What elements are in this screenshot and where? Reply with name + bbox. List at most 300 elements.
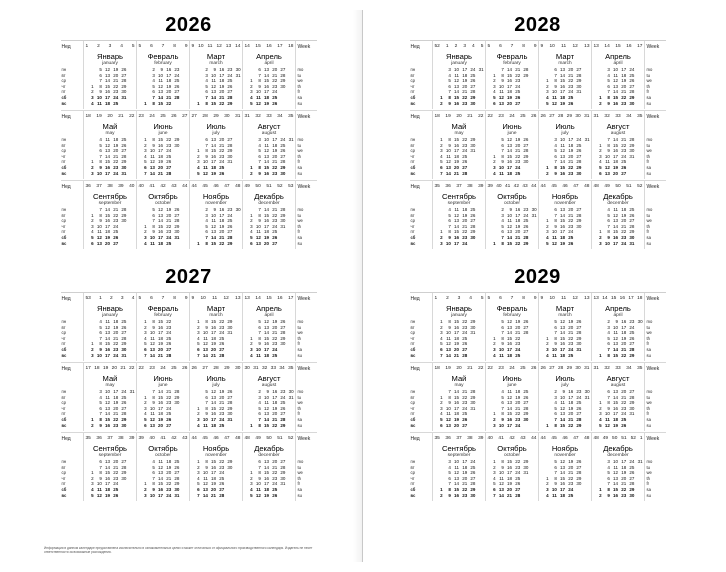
weekday-en: tu <box>297 464 301 470</box>
day-cell: 19 <box>105 234 111 240</box>
weekday-ru: пт <box>410 229 415 235</box>
day-cell: 30 <box>629 234 635 240</box>
day-cell: 9 <box>607 148 610 154</box>
week-numbers <box>84 44 137 51</box>
month-name-en: february <box>503 312 521 318</box>
week-numbers <box>539 436 592 443</box>
days-grid <box>245 389 295 428</box>
day-cell: 23 <box>280 389 286 394</box>
day-cell: 25 <box>470 464 476 470</box>
day-cell: 9 <box>501 78 504 84</box>
day-cell: 4 <box>197 164 200 170</box>
week-number: 35 <box>637 366 643 371</box>
day-cell: 15 <box>264 422 270 428</box>
day-cell: 16 <box>158 486 164 492</box>
day-cell: 14 <box>105 78 111 84</box>
day-cell: 11 <box>150 153 155 159</box>
day-cell: 28 <box>227 142 233 148</box>
day-cell: 18 <box>264 94 270 100</box>
day-cell: 6 <box>144 164 147 170</box>
day-cell: 16 <box>613 100 619 106</box>
month-name-en: december <box>258 200 280 206</box>
day-cell: 19 <box>568 405 574 411</box>
month-july <box>189 363 242 431</box>
week-number: 22 <box>487 366 493 371</box>
week-number: 22 <box>138 366 144 371</box>
month-august <box>591 111 644 179</box>
day-cell: 4 <box>197 422 200 428</box>
day-cell <box>520 353 528 359</box>
day-cell: 31 <box>576 89 582 95</box>
day-cell: 29 <box>629 486 635 492</box>
day-cell: 13 <box>498 486 504 492</box>
day-cell: 6 <box>607 475 610 481</box>
day-cell: 17 <box>621 67 627 72</box>
day-cell: 3 <box>546 486 549 492</box>
day-cell: 12 <box>560 148 566 154</box>
weekday-list-ru <box>62 459 67 498</box>
month-march <box>538 293 591 361</box>
week-day-row <box>192 423 242 429</box>
day-cell <box>118 101 126 107</box>
day-cell: 12 <box>264 405 270 411</box>
day-cell: 20 <box>113 459 119 464</box>
month-name-ru: Февраль <box>147 304 179 313</box>
week-numbers <box>592 366 645 373</box>
day-cell: 12 <box>255 234 261 240</box>
day-cell: 3 <box>250 481 253 487</box>
day-cell: 21 <box>568 159 574 165</box>
day-cell: 17 <box>507 470 513 476</box>
day-cell: 29 <box>227 240 233 246</box>
day-cell: 6 <box>440 164 443 170</box>
day-cell: 20 <box>219 229 225 235</box>
day-cell <box>626 171 634 177</box>
day-cell: 27 <box>174 470 180 476</box>
day-cell: 24 <box>462 240 468 246</box>
day-cell: 1 <box>546 218 549 224</box>
week-number: 48 <box>593 184 599 189</box>
week-number: 31 <box>244 114 250 119</box>
day-cell: 19 <box>560 240 566 246</box>
day-cell: 29 <box>470 137 476 142</box>
week-number: 36 <box>96 436 102 441</box>
day-cell: 17 <box>568 137 574 142</box>
month-name-ru: Апрель <box>256 52 282 61</box>
day-cell: 21 <box>507 492 513 498</box>
week-number: 17 <box>277 44 283 49</box>
day-cell: 6 <box>501 400 504 406</box>
weekday-en: fr <box>297 481 301 487</box>
day-cell: 22 <box>166 319 172 324</box>
day-cell: 29 <box>174 223 180 229</box>
day-cell: 22 <box>272 78 278 84</box>
day-cell: 5 <box>91 492 94 498</box>
month-april <box>591 293 644 361</box>
week-day-row <box>488 241 538 247</box>
day-cell: 20 <box>166 470 172 476</box>
day-cell: 17 <box>621 324 627 330</box>
day-cell: 23 <box>219 324 225 330</box>
weekday-ru: чт <box>410 405 415 411</box>
day-cell: 1 <box>493 411 496 417</box>
day-cell: 28 <box>470 389 476 394</box>
day-cell: 30 <box>280 341 286 347</box>
day-cell: 10 <box>551 346 557 352</box>
week-number: 40 <box>487 436 493 441</box>
day-cell: 21 <box>515 234 521 240</box>
day-cell: 10 <box>149 148 155 154</box>
weekday-list-en <box>647 389 653 428</box>
week-number: 47 <box>224 184 230 189</box>
day-cell: 5 <box>493 94 496 100</box>
week-number: 10 <box>198 44 204 49</box>
day-cell: 27 <box>576 464 582 470</box>
month-name-ru: Апрель <box>605 304 631 313</box>
day-cell: 21 <box>621 346 627 352</box>
day-cell: 22 <box>568 78 574 84</box>
day-cell: 12 <box>211 83 217 89</box>
week-number: 29 <box>566 366 572 371</box>
day-cell: 27 <box>576 67 582 72</box>
day-cell: 20 <box>454 422 460 428</box>
week-number: 6 <box>499 296 502 301</box>
week-day-row <box>139 171 189 177</box>
day-cell <box>232 101 240 107</box>
day-cell: 26 <box>576 405 582 411</box>
day-cell: 20 <box>515 400 521 406</box>
week-number: 13 <box>593 296 599 301</box>
month-october <box>136 433 189 501</box>
day-cell: 27 <box>174 212 180 218</box>
day-cell: 20 <box>113 405 119 411</box>
weekday-en: sa <box>646 416 651 422</box>
day-cell: 5 <box>258 319 261 324</box>
day-cell: 16 <box>166 67 172 72</box>
day-cell: 10 <box>149 492 155 498</box>
day-cell: 7 <box>258 330 261 336</box>
day-cell: 24 <box>166 330 172 336</box>
day-cell: 3 <box>91 223 94 229</box>
day-cell: 13 <box>211 229 217 235</box>
day-cell: 2 <box>440 100 443 106</box>
day-cell <box>520 171 528 177</box>
week-number: 45 <box>202 436 208 441</box>
day-cell: 17 <box>454 405 460 411</box>
day-cell: 28 <box>629 346 635 352</box>
day-cell: 15 <box>613 486 619 492</box>
day-cell: 25 <box>629 330 635 336</box>
day-cell: 11 <box>158 78 164 84</box>
day-cell: 8 <box>501 240 504 246</box>
week-number: 37 <box>96 184 102 189</box>
month-name-en: may <box>454 130 464 136</box>
week-number: 26 <box>191 366 197 371</box>
day-cell: 11 <box>256 486 261 492</box>
weekday-ru: вт <box>61 142 66 148</box>
day-cell: 25 <box>280 400 286 406</box>
week-number: 25 <box>160 114 166 119</box>
week-number: 24 <box>149 114 155 119</box>
day-cell: 23 <box>174 67 180 72</box>
week-number: 5 <box>138 44 142 49</box>
day-cell: 30 <box>174 486 180 492</box>
day-cell: 28 <box>462 170 468 176</box>
month-name-ru: Сентябрь <box>441 444 477 453</box>
day-cell: 20 <box>568 411 574 417</box>
day-cell: 15 <box>105 159 111 165</box>
day-cell: 15 <box>454 229 460 235</box>
day-cell: 17 <box>158 234 164 240</box>
weekday-list-en <box>647 67 653 106</box>
day-cell: 19 <box>264 234 270 240</box>
day-cell: 29 <box>174 481 180 487</box>
day-cell: 27 <box>121 148 127 154</box>
day-cell: 25 <box>166 153 172 159</box>
quarter-row <box>410 433 666 501</box>
week-number: 5 <box>480 44 484 49</box>
day-cell: 2 <box>501 207 504 212</box>
day-cell: 15 <box>158 394 164 400</box>
week-number: 17 <box>637 44 643 49</box>
day-cell: 19 <box>515 319 521 324</box>
day-cell: 11 <box>150 335 155 341</box>
day-cell: 11 <box>211 78 217 84</box>
weekday-ru: вс <box>410 352 416 358</box>
day-cell: 22 <box>621 142 627 148</box>
day-cell: 11 <box>552 352 557 358</box>
month-name-ru: Ноябрь <box>551 444 579 453</box>
week-number: 32 <box>604 114 610 119</box>
day-cell: 21 <box>158 352 164 358</box>
day-cell: 1 <box>493 459 496 464</box>
month-november <box>538 181 591 249</box>
day-cell: 3 <box>250 223 253 229</box>
day-cell: 25 <box>121 394 127 400</box>
week-header-ru: Нед <box>410 296 420 302</box>
day-cell: 10 <box>498 164 504 170</box>
day-cell: 6 <box>205 89 208 95</box>
day-cell: 16 <box>105 475 111 481</box>
week-number: 48 <box>244 436 250 441</box>
day-cell: 18 <box>219 218 225 224</box>
month-name-en: july <box>561 382 569 388</box>
day-cell: 16 <box>507 416 513 422</box>
day-cell: 3 <box>205 212 208 218</box>
week-number: 42 <box>513 184 519 189</box>
day-cell: 30 <box>280 475 286 481</box>
day-cell: 15 <box>507 459 513 464</box>
day-cell: 30 <box>576 170 582 176</box>
day-cell: 4 <box>546 234 549 240</box>
week-numbers <box>539 184 592 191</box>
day-cell: 26 <box>121 67 127 72</box>
day-cell: 3 <box>144 148 147 154</box>
day-cell: 7 <box>144 352 147 358</box>
day-cell: 23 <box>166 324 172 330</box>
day-cell: 22 <box>462 319 468 324</box>
day-cell: 25 <box>113 229 119 235</box>
day-cell: 21 <box>621 89 627 95</box>
month-march <box>189 293 242 361</box>
day-cell: 9 <box>554 341 557 347</box>
day-cell: 25 <box>272 352 278 358</box>
day-cell: 5 <box>607 470 610 476</box>
week-number: 26 <box>531 114 537 119</box>
day-cell: 2 <box>440 142 443 148</box>
day-cell: 15 <box>211 319 217 324</box>
month-name-en: october <box>155 452 171 458</box>
day-cell: 8 <box>448 94 451 100</box>
day-cell: 27 <box>280 67 286 72</box>
day-cell: 19 <box>621 78 627 84</box>
day-cell: 9 <box>99 475 102 481</box>
days-grid <box>541 137 591 176</box>
day-cell: 27 <box>280 459 286 464</box>
month-name-ru: Апрель <box>256 304 282 313</box>
day-cell: 2 <box>546 170 549 176</box>
day-cell: 21 <box>113 335 119 341</box>
day-cell: 20 <box>166 89 172 95</box>
day-cell: 13 <box>445 346 451 352</box>
day-cell: 13 <box>105 459 111 464</box>
day-cell: 18 <box>211 335 217 341</box>
day-cell: 2 <box>91 218 94 224</box>
week-number: 2 <box>446 296 449 301</box>
day-cell: 29 <box>227 148 233 154</box>
day-cell: 12 <box>445 341 451 347</box>
weekday-ru: вт <box>61 394 66 400</box>
day-cell: 28 <box>462 352 468 358</box>
day-cell: 11 <box>499 475 504 481</box>
week-day-row <box>435 423 485 429</box>
quarter-row <box>410 41 666 109</box>
week-number: 7 <box>510 296 514 301</box>
days-grid <box>139 459 189 498</box>
day-cell: 24 <box>174 72 180 78</box>
week-number: 14 <box>604 44 610 49</box>
day-cell: 26 <box>166 416 172 422</box>
day-cell: 24 <box>621 153 627 159</box>
week-day-row <box>488 353 538 359</box>
day-cell: 1 <box>599 486 602 492</box>
day-cell: 29 <box>121 470 127 476</box>
quarter-row <box>61 363 317 431</box>
day-cell: 2 <box>599 148 602 154</box>
day-cell: 16 <box>264 170 270 176</box>
day-cell: 10 <box>454 67 460 72</box>
week-number: 33 <box>615 114 621 119</box>
day-cell: 7 <box>205 400 208 406</box>
day-cell: 20 <box>515 324 521 330</box>
week-number: 43 <box>522 184 528 189</box>
weekday-list-ru <box>62 67 67 106</box>
day-cell: 20 <box>462 83 468 89</box>
day-cell: 28 <box>470 89 476 95</box>
day-cell: 20 <box>211 486 217 492</box>
day-cell: 23 <box>568 341 574 347</box>
day-cell: 22 <box>166 100 172 106</box>
week-number: 39 <box>118 184 124 189</box>
day-cell: 13 <box>604 170 610 176</box>
week-day-row <box>488 171 538 177</box>
day-cell: 6 <box>501 142 504 148</box>
week-number: 32 <box>255 114 261 119</box>
day-cell: 13 <box>507 324 513 330</box>
week-day-row <box>192 101 242 107</box>
day-cell: 23 <box>515 464 521 470</box>
day-cell: 31 <box>227 159 233 165</box>
month-october <box>485 433 538 501</box>
day-cell: 31 <box>121 352 127 358</box>
day-cell: 20 <box>568 324 574 330</box>
day-cell: 10 <box>445 330 451 336</box>
day-cell: 21 <box>272 207 278 212</box>
day-cell: 19 <box>515 223 521 229</box>
day-cell: 21 <box>621 223 627 229</box>
day-cell: 7 <box>501 234 504 240</box>
day-cell: 30 <box>288 389 294 394</box>
week-numbers <box>137 44 190 51</box>
day-cell: 2 <box>546 83 549 89</box>
day-cell: 14 <box>264 207 270 212</box>
day-cell: 30 <box>121 422 127 428</box>
week-number: 51 <box>621 436 627 441</box>
day-cell: 3 <box>91 352 94 358</box>
day-cell: 17 <box>264 89 270 95</box>
week-number: 14 <box>602 296 608 301</box>
gutter-shadow-left <box>353 10 363 562</box>
day-cell: 22 <box>272 212 278 218</box>
week-number: 27 <box>191 114 197 119</box>
day-cell: 11 <box>605 416 610 422</box>
day-cell: 25 <box>576 400 582 406</box>
day-cell: 6 <box>554 207 557 212</box>
week-header-ru: Нед <box>61 436 71 442</box>
weekday-list-ru <box>62 207 67 246</box>
month-october <box>485 181 538 249</box>
day-cell: 23 <box>621 234 627 240</box>
day-cell: 22 <box>166 223 172 229</box>
weekday-labels-en <box>295 293 317 361</box>
day-cell: 18 <box>515 218 521 224</box>
day-cell: 20 <box>113 148 119 154</box>
day-cell: 14 <box>560 470 566 476</box>
weekday-en: tu <box>646 394 650 400</box>
day-cell: 27 <box>629 218 635 224</box>
week-number: 9 <box>533 44 537 49</box>
day-cell: 9 <box>501 341 504 347</box>
day-cell: 2 <box>250 83 253 89</box>
year-block-2029 <box>410 266 666 528</box>
week-number: 29 <box>213 114 219 119</box>
day-cell: 2 <box>546 481 549 487</box>
day-cell: 29 <box>280 335 286 341</box>
day-cell: 29 <box>523 153 529 159</box>
day-cell: 19 <box>158 341 164 347</box>
day-cell: 12 <box>158 207 164 212</box>
day-cell: 19 <box>462 470 468 476</box>
day-cell: 18 <box>219 78 225 84</box>
week-numbers <box>137 366 190 373</box>
weekday-ru: чт <box>61 153 66 159</box>
week-number: 18 <box>434 366 440 371</box>
days-grid <box>245 319 295 358</box>
day-cell: 6 <box>197 486 200 492</box>
week-number: 13 <box>244 296 250 301</box>
day-cell: 13 <box>202 486 208 492</box>
day-cell: 24 <box>272 346 278 352</box>
